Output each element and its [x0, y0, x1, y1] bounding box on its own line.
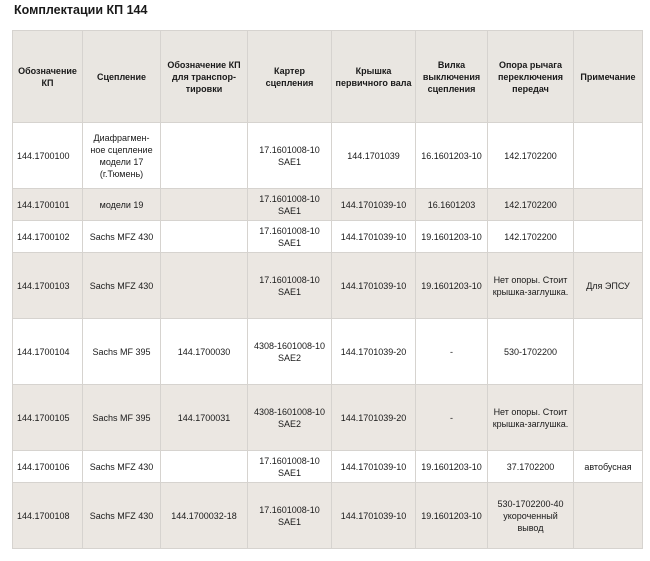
cell-input-shaft-cover: 144.1701039-10 [332, 221, 416, 253]
cell-gearbox-id: 144.1700108 [13, 483, 83, 549]
cell-release-fork: 19.1601203-10 [416, 221, 488, 253]
cell-input-shaft-cover: 144.1701039-10 [332, 483, 416, 549]
cell-release-fork: 19.1601203-10 [416, 483, 488, 549]
cell-gearbox-id: 144.1700104 [13, 319, 83, 385]
header-clutch-housing: Картер сцепления [248, 31, 332, 123]
cell-release-fork: - [416, 319, 488, 385]
cell-release-fork: 16.1601203 [416, 189, 488, 221]
table-row [13, 253, 643, 319]
cell-clutch: Sachs MFZ 430 [83, 451, 161, 483]
cell-input-shaft-cover: 144.1701039-20 [332, 385, 416, 451]
header-release-fork: Вилка выключения сцепления [416, 31, 488, 123]
cell-shift-lever-support: 142.1702200 [488, 189, 574, 221]
cell-shift-lever-support: Нет опоры. Стоит крышка-заглушка. [488, 253, 574, 319]
cell-gearbox-id: 144.1700101 [13, 189, 83, 221]
cell-release-fork: 16.1601203-10 [416, 123, 488, 189]
cell-clutch: Диафрагмен- ное сцепление модели 17 (г.Тюмень) [83, 123, 161, 189]
cell-shift-lever-support: Нет опоры. Стоит крышка-заглушка. [488, 385, 574, 451]
header-shift-lever-support: Опора рычага переключения передач [488, 31, 574, 123]
cell-note [574, 483, 643, 549]
cell-shift-lever-support: 530-1702200-40 укороченный вывод [488, 483, 574, 549]
cell-gearbox-id: 144.1700102 [13, 221, 83, 253]
cell-input-shaft-cover: 144.1701039-10 [332, 451, 416, 483]
cell-clutch: Sachs MF 395 [83, 319, 161, 385]
cell-clutch: модели 19 [83, 189, 161, 221]
cell-transport-id: 144.1700031 [161, 385, 248, 451]
cell-clutch-housing: 4308-1601008-10 SAE2 [248, 319, 332, 385]
cell-clutch-housing: 4308-1601008-10 SAE2 [248, 385, 332, 451]
cell-input-shaft-cover: 144.1701039 [332, 123, 416, 189]
cell-release-fork: - [416, 385, 488, 451]
cell-note: Для ЭПСУ [574, 253, 643, 319]
cell-release-fork: 19.1601203-10 [416, 253, 488, 319]
cell-input-shaft-cover: 144.1701039-10 [332, 253, 416, 319]
cell-note [574, 123, 643, 189]
cell-clutch: Sachs MFZ 430 [83, 253, 161, 319]
cell-clutch-housing: 17.1601008-10 SAE1 [248, 221, 332, 253]
cell-gearbox-id: 144.1700103 [13, 253, 83, 319]
cell-transport-id: 144.1700032-18 [161, 483, 248, 549]
cell-note [574, 319, 643, 385]
cell-transport-id [161, 451, 248, 483]
cell-clutch: Sachs MF 395 [83, 385, 161, 451]
cell-note [574, 189, 643, 221]
cell-gearbox-id: 144.1700105 [13, 385, 83, 451]
cell-clutch-housing: 17.1601008-10 SAE1 [248, 483, 332, 549]
cell-transport-id [161, 221, 248, 253]
cell-note [574, 385, 643, 451]
cell-clutch-housing: 17.1601008-10 SAE1 [248, 123, 332, 189]
cell-shift-lever-support: 142.1702200 [488, 221, 574, 253]
cell-transport-id [161, 253, 248, 319]
header-input-shaft-cover: Крышка первичного вала [332, 31, 416, 123]
cell-transport-id [161, 123, 248, 189]
cell-shift-lever-support: 142.1702200 [488, 123, 574, 189]
table-header-row [13, 31, 643, 123]
cell-shift-lever-support: 530-1702200 [488, 319, 574, 385]
cell-clutch-housing: 17.1601008-10 SAE1 [248, 451, 332, 483]
header-note: Примечание [574, 31, 643, 123]
cell-release-fork: 19.1601203-10 [416, 451, 488, 483]
table-row [13, 451, 643, 483]
cell-shift-lever-support: 37.1702200 [488, 451, 574, 483]
table-row [13, 483, 643, 549]
header-gearbox-id: Обозначение КП [13, 31, 83, 123]
configurations-table [12, 30, 643, 549]
cell-input-shaft-cover: 144.1701039-10 [332, 189, 416, 221]
cell-clutch-housing: 17.1601008-10 SAE1 [248, 189, 332, 221]
cell-clutch-housing: 17.1601008-10 SAE1 [248, 253, 332, 319]
cell-gearbox-id: 144.1700106 [13, 451, 83, 483]
cell-clutch: Sachs MFZ 430 [83, 483, 161, 549]
cell-gearbox-id: 144.1700100 [13, 123, 83, 189]
cell-transport-id [161, 189, 248, 221]
cell-input-shaft-cover: 144.1701039-20 [332, 319, 416, 385]
table-row [13, 123, 643, 189]
page-title: Комплектации КП 144 [14, 3, 148, 17]
table-row [13, 319, 643, 385]
table-row [13, 385, 643, 451]
header-transport-id: Обозначение КП для транспор- тировки [161, 31, 248, 123]
cell-note [574, 221, 643, 253]
table-row [13, 189, 643, 221]
cell-transport-id: 144.1700030 [161, 319, 248, 385]
cell-clutch: Sachs MFZ 430 [83, 221, 161, 253]
table-row [13, 221, 643, 253]
header-clutch: Сцепление [83, 31, 161, 123]
cell-note: автобусная [574, 451, 643, 483]
